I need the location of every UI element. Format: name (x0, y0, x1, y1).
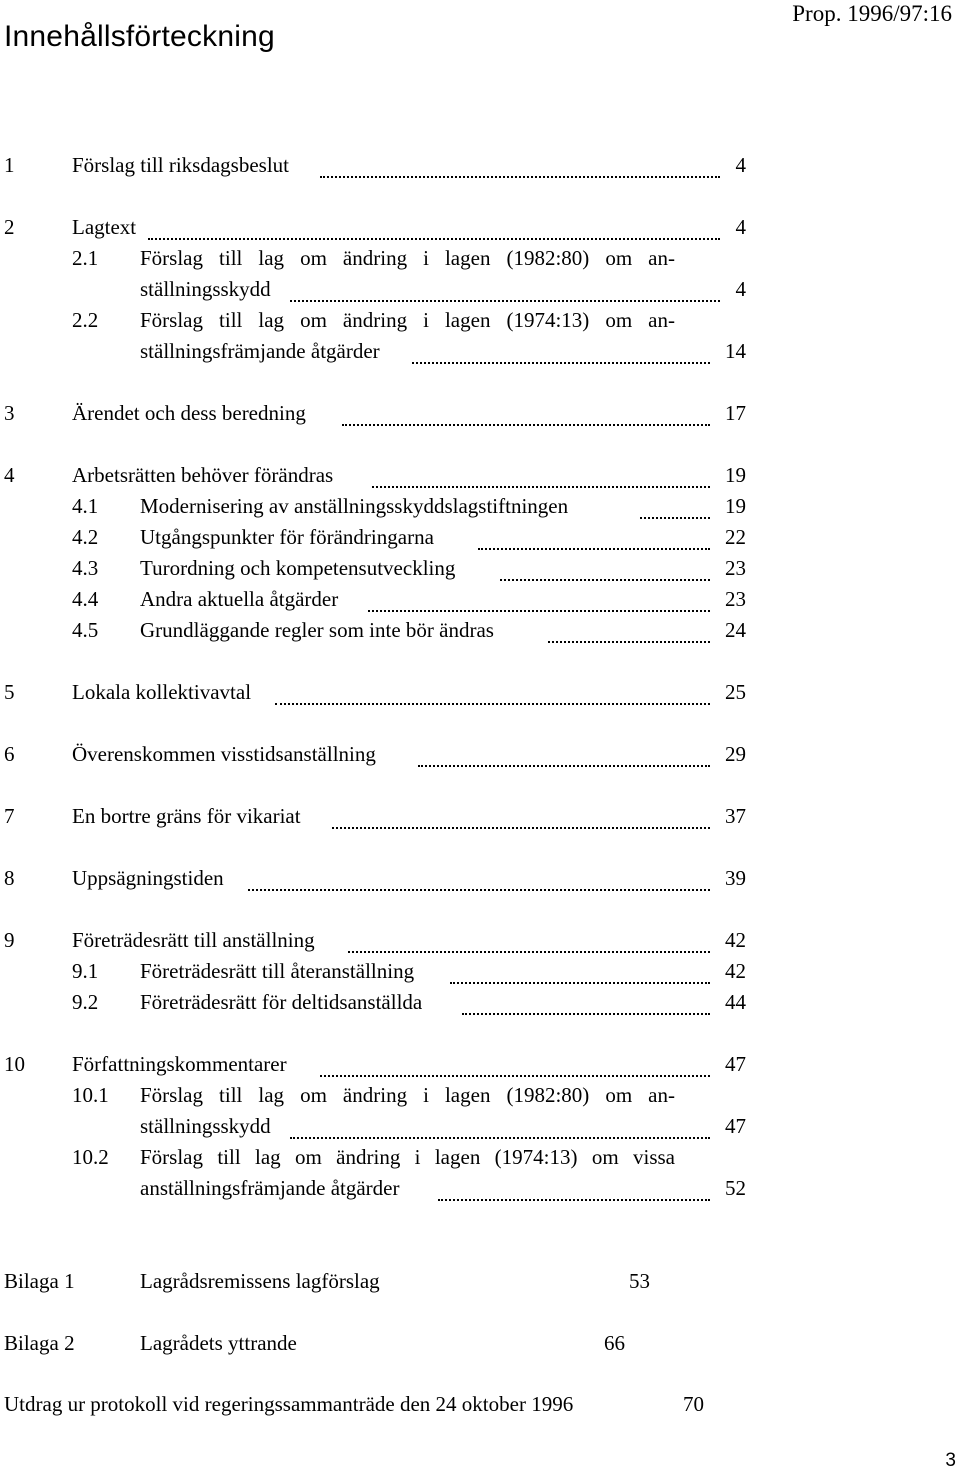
entry-title: Företrädesrätt till återanställning (140, 959, 415, 983)
entry-page: 52 (725, 1176, 746, 1200)
toc-group-1 (0, 150, 960, 181)
entry-number: 10 (4, 1052, 25, 1076)
dot-leader (412, 362, 710, 364)
appendix-page: 53 (629, 1269, 650, 1293)
entry-page: 17 (725, 401, 746, 425)
toc-entry[interactable] (0, 739, 960, 770)
entry-page: 37 (725, 804, 746, 828)
entry-page: 19 (725, 494, 746, 518)
entry-number: 9.2 (72, 990, 99, 1014)
toc-subentry[interactable] (0, 615, 960, 646)
entry-title: Uppsägningstiden (72, 866, 224, 890)
entry-number: 6 (4, 742, 15, 766)
toc-group-10 (0, 1049, 960, 1204)
entry-number: 10.1 (72, 1083, 109, 1107)
entry-number: 4 (4, 463, 15, 487)
toc-group-7 (0, 801, 960, 832)
entry-page: 44 (725, 990, 746, 1014)
entry-page: 4 (735, 153, 746, 177)
entry-number: 9 (4, 928, 15, 952)
entry-number: 8 (4, 866, 15, 890)
entry-page: 47 (725, 1052, 746, 1076)
entry-page: 42 (725, 959, 746, 983)
dot-leader (290, 300, 720, 302)
entry-number: 3 (4, 401, 15, 425)
entry-number: 2.1 (72, 246, 99, 270)
dot-leader (148, 238, 720, 240)
toc-subentry[interactable] (0, 553, 960, 584)
entry-title: Företrädesrätt för deltidsanställda (140, 990, 423, 1014)
entry-number: 4.5 (72, 618, 99, 642)
protocol-page: 70 (683, 1392, 704, 1416)
toc-group-5 (0, 677, 960, 708)
table-of-contents (0, 150, 960, 1235)
toc-entry[interactable] (0, 398, 960, 429)
entry-page: 47 (725, 1114, 746, 1138)
entry-page: 23 (725, 587, 746, 611)
toc-subentry[interactable] (0, 987, 960, 1018)
dot-leader (248, 889, 710, 891)
entry-title: Förslag till riksdagsbeslut (72, 153, 289, 177)
dot-leader (438, 1199, 710, 1201)
entry-title: Andra aktuella åtgärder (140, 587, 339, 611)
entry-title-line1: Förslag till lag om ändring i lagen (1982:80) om an- (140, 246, 675, 270)
entry-number: 7 (4, 804, 15, 828)
entry-title-line1: Förslag till lag om ändring i lagen (1974:13) om an- (140, 308, 675, 332)
entry-title: Författningskommentarer (72, 1052, 287, 1076)
entry-title-line2: ställningsfrämjande åtgärder (140, 339, 380, 363)
dot-leader (478, 548, 710, 550)
dot-leader (500, 579, 710, 581)
entry-title: Modernisering av anställningsskyddslagstiftningen (140, 494, 569, 518)
appendix-title: Lagrådets yttrande (140, 1331, 297, 1355)
entry-title: Lagtext (72, 215, 137, 239)
appendix-title: Lagrådsremissens lagförslag (140, 1269, 380, 1293)
toc-entry[interactable] (0, 801, 960, 832)
entry-title-line1: Förslag till lag om ändring i lagen (1982:80) om an- (140, 1083, 675, 1107)
entry-title-line2: ställningsskydd (140, 277, 271, 301)
entry-title-line1: Förslag till lag om ändring i lagen (1974:13) om vissa (140, 1145, 675, 1169)
protocol-title: Utdrag ur protokoll vid regeringssammanträde den 24 oktober 1996 (4, 1392, 574, 1416)
appendix-label: Bilaga 1 (4, 1269, 75, 1293)
toc-entry[interactable] (0, 150, 960, 181)
entry-page: 4 (735, 215, 746, 239)
entry-title: Utgångspunkter för förändringarna (140, 525, 434, 549)
toc-subentry[interactable] (0, 305, 960, 367)
appendix-entry-bilaga-1[interactable] (0, 1266, 960, 1297)
dot-leader (640, 517, 710, 519)
dot-leader (320, 176, 720, 178)
dot-leader (372, 486, 710, 488)
entry-title: Grundläggande regler som inte bör ändras (140, 618, 494, 642)
entry-title: Arbetsrätten behöver förändras (72, 463, 334, 487)
toc-entry[interactable] (0, 863, 960, 894)
toc-entry[interactable] (0, 460, 960, 491)
entry-title: Överenskommen visstidsanställning (72, 742, 376, 766)
appendix-label: Bilaga 2 (4, 1331, 75, 1355)
proposition-reference: Prop. 1996/97:16 (792, 1, 952, 26)
toc-entry[interactable] (0, 1049, 960, 1080)
toc-entry[interactable] (0, 677, 960, 708)
toc-subentry[interactable] (0, 584, 960, 615)
entry-page: 39 (725, 866, 746, 890)
toc-subentry[interactable] (0, 243, 960, 305)
entry-number: 2 (4, 215, 15, 239)
dot-leader (275, 703, 710, 705)
page-number: 3 (945, 1450, 956, 1471)
entry-page: 4 (735, 277, 746, 301)
entry-number: 2.2 (72, 308, 99, 332)
entry-title: Ärendet och dess beredning (72, 401, 306, 425)
entry-page: 42 (725, 928, 746, 952)
dot-leader (450, 982, 710, 984)
dot-leader (290, 1137, 710, 1139)
entry-title: Lokala kollektivavtal (72, 680, 252, 704)
dot-leader (342, 424, 710, 426)
entry-page: 24 (725, 618, 746, 642)
toc-subentry[interactable] (0, 1142, 960, 1204)
toc-group-9 (0, 925, 960, 1018)
appendix-page: 66 (604, 1331, 625, 1355)
entry-title-line2: anställningsfrämjande åtgärder (140, 1176, 400, 1200)
entry-number: 4.3 (72, 556, 99, 580)
toc-subentry[interactable] (0, 956, 960, 987)
entry-page: 29 (725, 742, 746, 766)
toc-entry[interactable] (0, 925, 960, 956)
toc-group-6 (0, 739, 960, 770)
entry-page: 22 (725, 525, 746, 549)
dot-leader (320, 1075, 710, 1077)
entry-title-line2: ställningsskydd (140, 1114, 271, 1138)
toc-entry[interactable] (0, 212, 960, 243)
dot-leader (548, 641, 710, 643)
entry-title: Företrädesrätt till anställning (72, 928, 315, 952)
dot-leader (462, 1013, 710, 1015)
toc-subentry[interactable] (0, 491, 960, 522)
dot-leader (348, 951, 710, 953)
toc-subentry[interactable] (0, 522, 960, 553)
entry-title: En bortre gräns för vikariat (72, 804, 301, 828)
toc-group-3 (0, 398, 960, 429)
toc-group-8 (0, 863, 960, 894)
entry-title: Turordning och kompetensutveckling (140, 556, 456, 580)
appendix-entry-bilaga-2[interactable] (0, 1328, 960, 1359)
entry-page: 25 (725, 680, 746, 704)
entry-number: 10.2 (72, 1145, 109, 1169)
entry-number: 9.1 (72, 959, 99, 983)
entry-page: 23 (725, 556, 746, 580)
toc-group-4 (0, 460, 960, 646)
toc-group-2 (0, 212, 960, 367)
entry-number: 4.4 (72, 587, 99, 611)
protocol-entry[interactable] (0, 1389, 960, 1420)
entry-number: 5 (4, 680, 15, 704)
toc-subentry[interactable] (0, 1080, 960, 1142)
dot-leader (368, 610, 710, 612)
entry-number: 4.1 (72, 494, 99, 518)
entry-number: 1 (4, 153, 15, 177)
page-title: Innehållsförteckning (4, 20, 275, 53)
entry-page: 14 (725, 339, 746, 363)
entry-page: 19 (725, 463, 746, 487)
dot-leader (332, 827, 710, 829)
dot-leader (418, 765, 710, 767)
entry-number: 4.2 (72, 525, 99, 549)
